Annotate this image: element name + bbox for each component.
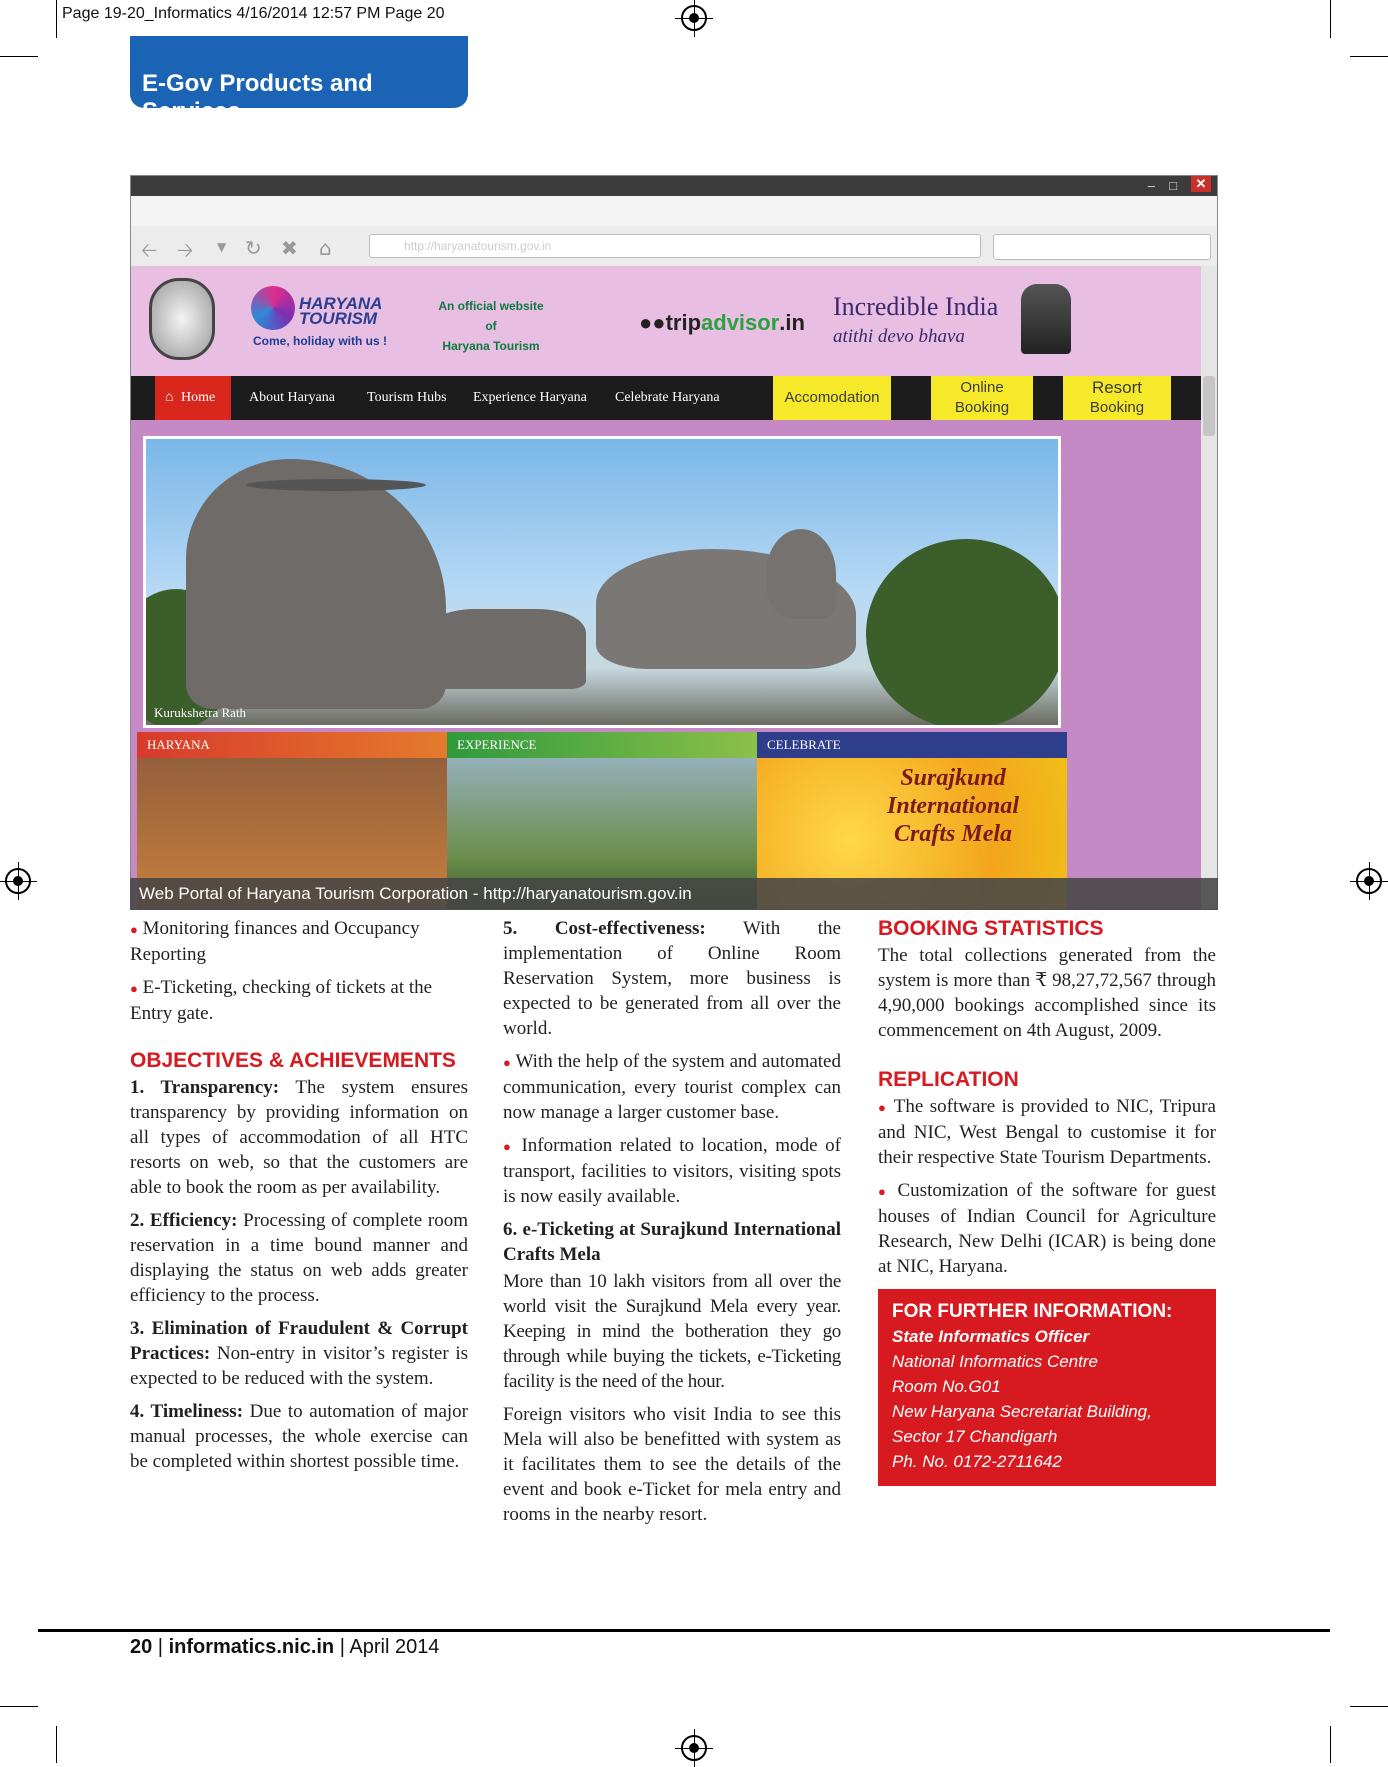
info-line: National Informatics Centre bbox=[892, 1352, 1098, 1371]
strip-label: EXPERIENCE bbox=[447, 732, 757, 758]
heading-booking-statistics: BOOKING STATISTICS bbox=[878, 917, 1104, 940]
browser-menubar bbox=[131, 196, 1217, 227]
site-navigation bbox=[131, 376, 1201, 420]
forward-icon[interactable]: 🡢 bbox=[177, 238, 194, 262]
paragraph: The total collections generated from the system is more than ₹ 98,27,72,567 through 4,90,000 bookings accomplished since its commencement on 4th August, 2009. bbox=[878, 945, 1216, 1041]
list-item: ● Customization of the software for guest houses of Indian Council for Agriculture Research, New Delhi (ICAR) is being done at NIC, Haryana. bbox=[878, 1180, 1217, 1277]
nav-online-booking[interactable]: Online Booking bbox=[931, 376, 1033, 420]
hero-image[interactable] bbox=[143, 436, 1061, 728]
address-bar[interactable]: http://haryanatourism.gov.in bbox=[369, 234, 981, 258]
paragraph: Foreign visitors who visit India to see this Mela will also be benefitted with system as it facilitates them to see the details of the event and book e-Ticket for mela entry and rooms in the nearby resort. bbox=[503, 1404, 841, 1525]
back-icon[interactable]: 🡠 bbox=[141, 238, 158, 262]
maximize-icon[interactable]: □ bbox=[1169, 178, 1177, 193]
logo-tagline: Come, holiday with us ! bbox=[253, 334, 388, 348]
footer-date: April 2014 bbox=[349, 1636, 440, 1658]
crop-mark bbox=[0, 56, 38, 57]
registration-mark-icon bbox=[681, 5, 707, 31]
info-line: Room No.G01 bbox=[892, 1377, 1001, 1396]
browser-titlebar bbox=[131, 176, 1217, 196]
further-information-box bbox=[878, 1289, 1216, 1486]
nav-home[interactable] bbox=[155, 376, 231, 420]
nav-tourism-hubs[interactable]: Tourism Hubs bbox=[367, 390, 447, 405]
heading-objectives: OBJECTIVES & ACHIEVEMENTS bbox=[130, 1049, 456, 1072]
browser-scrollbar[interactable] bbox=[1201, 266, 1217, 910]
print-slug: Page 19-20_Informatics 4/16/2014 12:57 PM Page 20 bbox=[62, 5, 445, 22]
umbrella-shape bbox=[246, 479, 426, 491]
mela-logo: Surajkund International Crafts Mela bbox=[887, 765, 1020, 847]
haryana-tourism-logo-icon bbox=[251, 286, 295, 330]
scrollbar-thumb[interactable] bbox=[1203, 376, 1215, 436]
hero-caption: Kurukshetra Rath bbox=[154, 705, 247, 720]
list-item: ● E-Ticketing, checking of tickets at the Entry gate. bbox=[130, 977, 433, 1024]
column-2 bbox=[503, 916, 841, 1535]
close-icon[interactable]: ✕ bbox=[1191, 176, 1211, 192]
registration-mark-icon bbox=[1356, 868, 1382, 894]
horse-head-shape bbox=[766, 529, 836, 619]
paragraph: 4. Timeliness: Due to automation of major manual processes, the whole exercise can be completed within shortest possible time. bbox=[130, 1401, 468, 1472]
bullet-icon: ● bbox=[130, 922, 138, 937]
bullet-icon: ● bbox=[503, 1139, 514, 1154]
strip-label: CELEBRATE bbox=[757, 732, 1067, 758]
official-website-note: An official website of Haryana Tourism bbox=[438, 299, 544, 353]
national-emblem-icon bbox=[1021, 284, 1071, 354]
haryana-emblem-icon bbox=[149, 278, 215, 360]
chevron-down-icon[interactable]: ▼ bbox=[217, 240, 227, 254]
crop-mark bbox=[1330, 1726, 1331, 1763]
screenshot-caption: Web Portal of Haryana Tourism Corporation - http://haryanatourism.gov.in bbox=[130, 878, 1218, 910]
list-item: ● Monitoring finances and Occupancy Reporting bbox=[130, 918, 420, 965]
info-title: FOR FURTHER INFORMATION: bbox=[892, 1301, 1173, 1322]
list-item: ● With the help of the system and automated communication, every tourist complex can now manage a larger customer base. bbox=[503, 1051, 841, 1123]
column-3 bbox=[878, 916, 1216, 1486]
crop-mark bbox=[56, 0, 57, 38]
footer-rule bbox=[38, 1629, 1330, 1632]
list-item: ● Information related to location, mode of transport, facilities to visitors, visiting spots is now easily available. bbox=[503, 1135, 841, 1207]
chariot-shape bbox=[426, 609, 586, 689]
incredible-india-tagline: atithi devo bhava bbox=[833, 326, 965, 347]
nav-about-haryana[interactable]: About Haryana bbox=[249, 390, 335, 405]
footer-site[interactable]: informatics.nic.in bbox=[168, 1636, 335, 1658]
info-subtitle: State Informatics Officer bbox=[892, 1327, 1090, 1346]
page-number: 20 bbox=[130, 1636, 153, 1658]
paragraph: More than 10 lakh visitors from all over the world visit the Surajkund Mela every year. Keeping in mind the botheration they go through while buying the tickets, e-Ticketing facility is the need of the hour. bbox=[503, 1271, 841, 1392]
paragraph: 3. Elimination of Fraudulent & Corrupt Practices: Non-entry in visitor’s register is expected to be reduced with the system. bbox=[130, 1318, 468, 1389]
bullet-icon: ● bbox=[130, 981, 138, 996]
tree-shape bbox=[866, 539, 1061, 728]
crop-mark bbox=[0, 1706, 38, 1707]
strip-label: HARYANA bbox=[137, 732, 447, 758]
bullet-icon: ● bbox=[878, 1100, 888, 1115]
section-tab: E-Gov Products and Services bbox=[130, 36, 468, 108]
nav-accomodation[interactable]: Accomodation bbox=[773, 376, 891, 420]
browser-toolbar bbox=[131, 226, 1217, 267]
nav-resort-booking[interactable]: Resort Booking bbox=[1063, 376, 1171, 420]
refresh-icon[interactable]: ↻ bbox=[245, 236, 262, 260]
logo-title: HARYANA TOURISM bbox=[299, 294, 383, 328]
registration-mark-icon bbox=[5, 868, 31, 894]
home-icon: ⌂ bbox=[165, 390, 174, 405]
incredible-india-logo[interactable]: Incredible India bbox=[833, 292, 999, 321]
column-1 bbox=[130, 916, 468, 1482]
bullet-icon: ● bbox=[878, 1184, 890, 1199]
crop-mark bbox=[1330, 0, 1331, 38]
site-header bbox=[131, 266, 1201, 376]
heading-replication: REPLICATION bbox=[878, 1068, 1019, 1091]
bullet-icon: ● bbox=[503, 1055, 511, 1070]
paragraph: 2. Efficiency: Processing of complete room reservation in a time bound manner and displaying the status on web adds greater efficiency to the process. bbox=[130, 1210, 468, 1306]
home-icon[interactable]: ⌂ bbox=[319, 236, 332, 260]
stop-icon[interactable]: ✖ bbox=[281, 236, 298, 260]
site-content bbox=[131, 420, 1201, 910]
crop-mark bbox=[1350, 1706, 1388, 1707]
crop-mark bbox=[56, 1726, 57, 1763]
paragraph: 1. Transparency: The system ensures transparency by providing information on all types of accommodation of all HTC resorts on web, so that the customers are able to book the room as per availability. bbox=[130, 1077, 468, 1198]
registration-mark-icon bbox=[681, 1735, 707, 1761]
paragraph: 5. Cost-effectiveness: With the implementation of Online Room Reservation System, more business is expected to be generated from all over the world. bbox=[503, 918, 841, 1039]
page-footer: 20 | informatics.nic.in | April 2014 bbox=[130, 1636, 440, 1658]
crop-mark bbox=[1350, 56, 1388, 57]
minimize-icon[interactable]: – bbox=[1147, 178, 1155, 193]
nav-home-label: Home bbox=[181, 390, 216, 405]
tripadvisor-logo[interactable]: ●●tripadvisor.in bbox=[639, 310, 805, 335]
nav-experience-haryana[interactable]: Experience Haryana bbox=[473, 390, 587, 405]
info-line: Ph. No. 0172-2711642 bbox=[892, 1452, 1062, 1471]
list-item: ● The software is provided to NIC, Tripura and NIC, West Bengal to customise it for their respective State Tourism Departments. bbox=[878, 1096, 1216, 1168]
nav-celebrate-haryana[interactable]: Celebrate Haryana bbox=[615, 390, 720, 405]
info-line: New Haryana Secretariat Building, bbox=[892, 1402, 1152, 1421]
chariot-statue-shape bbox=[186, 459, 446, 709]
paragraph: 6. e-Ticketing at Surajkund International Crafts Mela bbox=[503, 1219, 841, 1265]
browser-search-input[interactable] bbox=[993, 234, 1211, 260]
info-line: Sector 17 Chandigarh bbox=[892, 1427, 1058, 1446]
portal-screenshot bbox=[130, 175, 1218, 910]
